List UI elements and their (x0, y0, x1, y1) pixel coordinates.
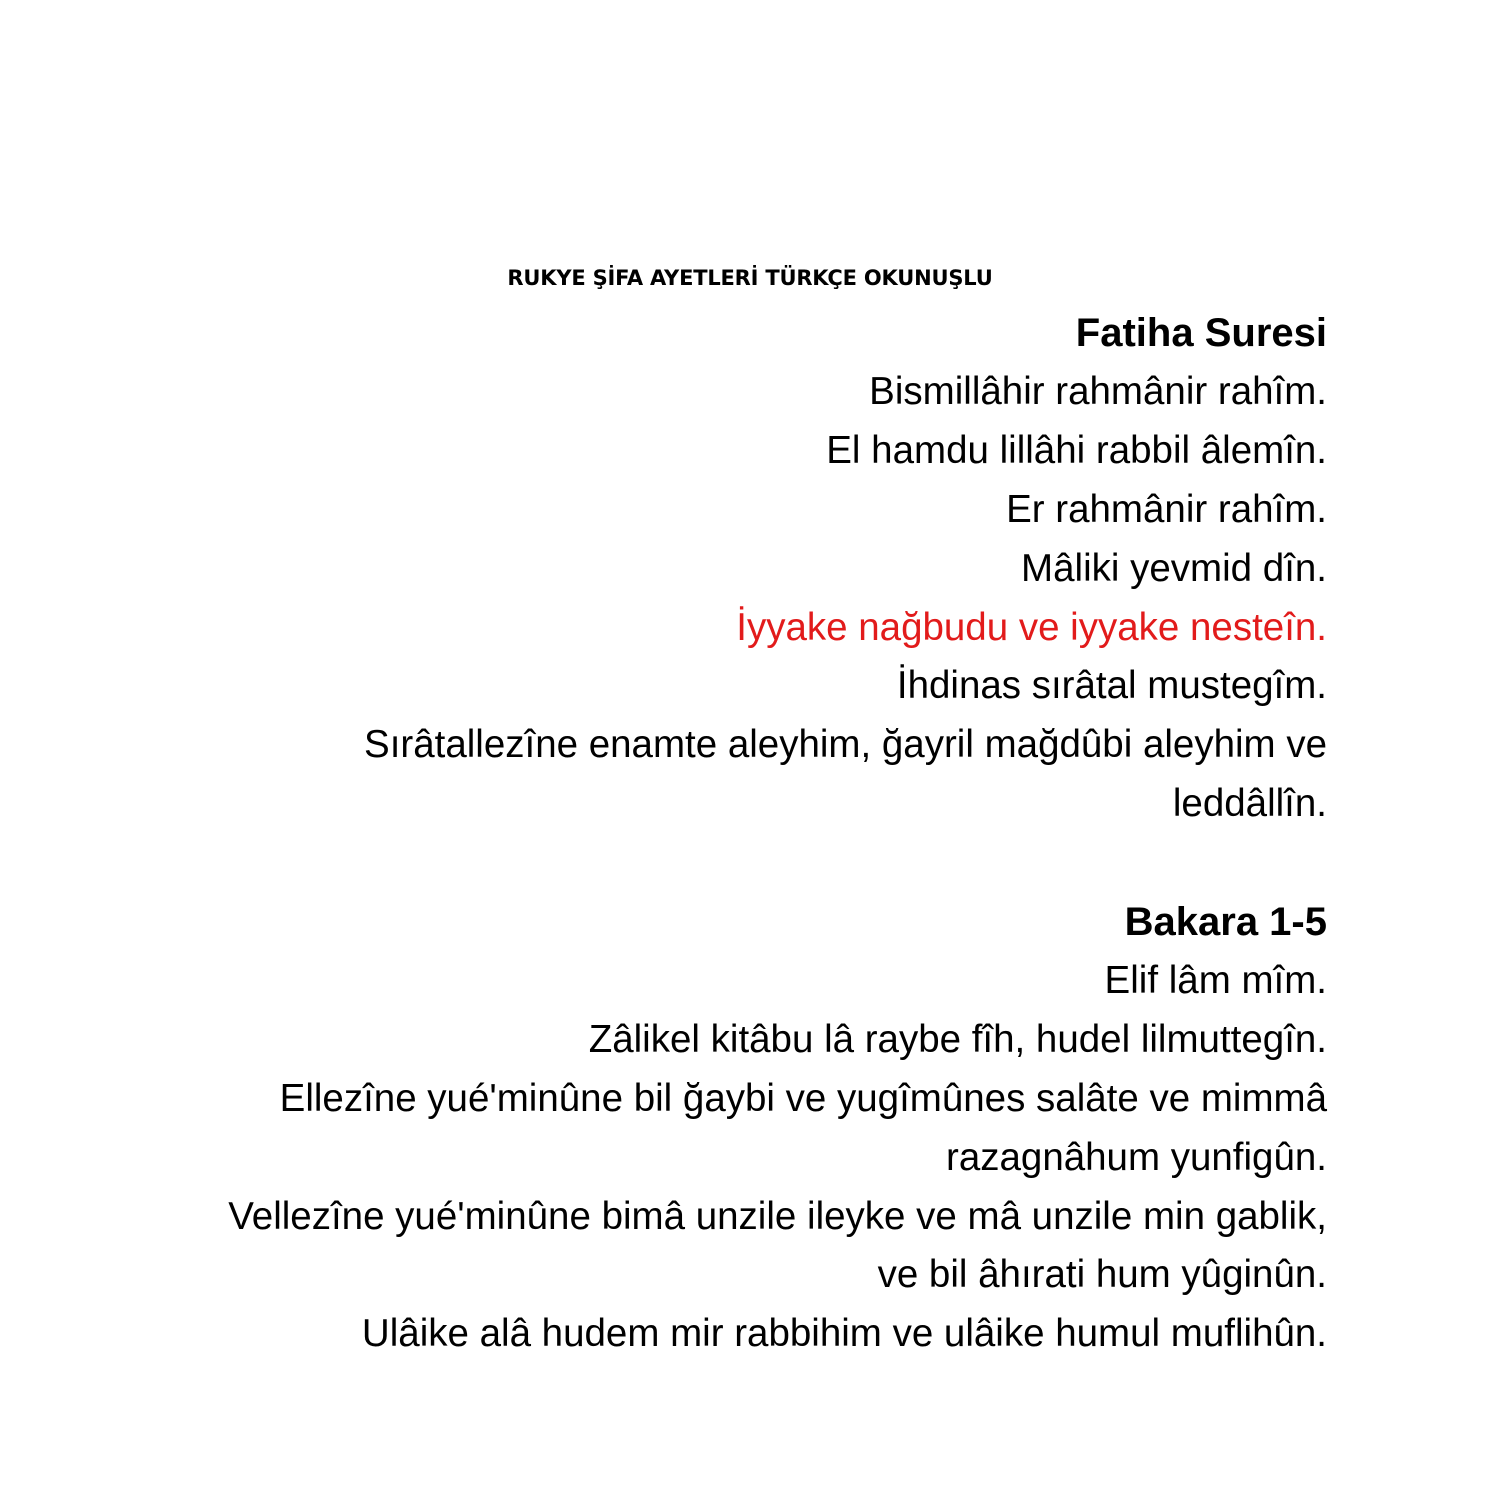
section-heading-bakara: Bakara 1-5 (1124, 900, 1327, 945)
verse-line: Vellezîne yué'minûne bimâ unzile ileyke ve mâ unzile min gablik, ve bil âhırati hum yûginûn. (228, 1194, 1327, 1297)
verse-line: Bismillâhir rahmânir rahîm. (869, 369, 1327, 413)
verse-line: El hamdu lillâhi rabbil âlemîn. (826, 428, 1327, 472)
verse-line: Ulâike alâ hudem mir rabbihim ve ulâike humul muflihûn. (361, 1312, 1327, 1356)
document-body (200, 304, 1327, 1364)
section-spacer (200, 834, 1327, 893)
verse-line: İhdinas sırâtal mustegîm. (896, 664, 1327, 708)
verse-line: Ellezîne yué'minûne bil ğaybi ve yugîmûnes salâte ve mimmâ razagnâhum yunfigûn. (279, 1076, 1327, 1179)
verse-line: Elif lâm mîm. (1104, 958, 1327, 1002)
section-heading-fatiha: Fatiha Suresi (1075, 311, 1327, 355)
verse-line: Mâliki yevmid dîn. (1021, 546, 1327, 590)
verse-line: Er rahmânir rahîm. (1006, 487, 1327, 531)
verse-line-highlighted: İyyake nağbudu ve iyyake nesteîn. (736, 605, 1327, 649)
verse-line: Sırâtallezîne enamte aleyhim, ğayril mağdûbi aleyhim ve leddâllîn. (364, 723, 1327, 826)
verse-line: Zâlikel kitâbu lâ raybe fîh, hudel lilmuttegîn. (588, 1017, 1327, 1061)
document-title: RUKYE ŞİFA AYETLERİ TÜRKÇE OKUNUŞLU (507, 266, 993, 290)
